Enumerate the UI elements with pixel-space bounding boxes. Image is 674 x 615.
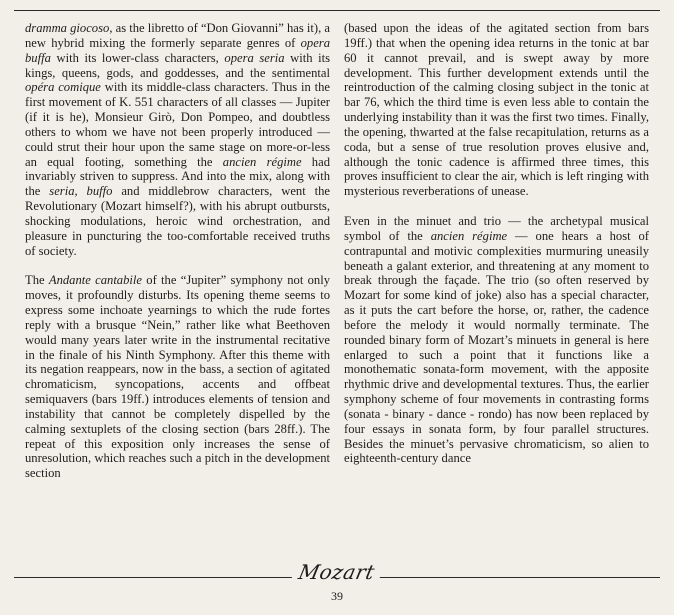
page-number: 39 (331, 589, 343, 603)
italic-text-segment: opera buffa (25, 35, 330, 65)
italic-text-segment: ancien régime (430, 228, 508, 243)
text-segment: and middlebrow characters, went the Revolutionary (Mozart himself?), with his abrupt outbursts, shocking modulations, heroic wind orchestration, and pleasure in puncturing the too-comfortable received truths of society. (25, 184, 330, 258)
mozart-signature: Mozart (291, 560, 384, 584)
italic-text-segment: Andante cantabile (48, 273, 142, 288)
text-segment: with its middle-class characters. Thus in the first movement of K. 551 characters of all classes — Jupiter (if it is he), Monsieur Girò, Don Pompeo, and doubtless others to whom we have not been properly introduced — could strut their hour upon the same stage on more-or-less an equal footing, something the (25, 80, 330, 169)
text-segment: , as the libretto of “Don Giovanni” has it), a new hybrid mixing the formerly separate genres of (25, 21, 330, 50)
text-segment: with its lower-class characters, (50, 50, 225, 65)
right-column (344, 21, 649, 466)
text-segment: — one hears a host of contrapuntal and motivic complexities murmuring uneasily beneath a galant exterior, and threatening at any moment to break through the façade. The trio (so often reserved by Mozart for some kind of joke) also has a special character, as it puts the cart before the horse, or, rather, the cadence before the melody it would normally terminate. The rounded binary form of Mozart’s minuets in general is here enlarged to such a point that it functions like a monothematic sonata-form movement, with the apposite rhythmic drive and developmental textures. Thus, the earlier symphony scheme of four movements in contrasting forms (sonata - binary - dance - rondo) has now been replaced by four essays in sonata form, by four parallel structures. Besides the minuet’s pervasive chromaticism, so alien to eighteenth-century dance (344, 228, 649, 466)
left-column (25, 21, 330, 481)
text-segment: of the “Jupiter” symphony not only moves, it profoundly disturbs. Its opening theme seems to express some inchoate yearnings to which the rude fortes reply with a brusque “Nein,” rather like what Beethoven would many years later write in the instrumental recitative in the finale of his Ninth Symphony. After this theme with its negation reappears, now in the bass, a section of agitated chromaticism, syncopations, accents and offbeat semiquavers (bars 19ff.) introduces elements of tension and instability that cannot be completely dispelled by the calming sextuplets of the closing section (bars 28ff.). The repeat of this exposition only increases the sense of unresolution, which reaches such a pitch in the development section (25, 273, 331, 481)
text-segment: Even in the minuet and trio — the archetypal musical symbol of the (344, 213, 649, 243)
italic-text-segment: opera seria (224, 50, 285, 65)
italic-text-segment: ancien régime (222, 154, 302, 169)
text-segment: (based upon the ideas of the agitated section from bars 19ff.) that when the opening idea returns in the tonic at bar 60 it cannot prevail, and is swept away by more development. This further development extends until the reintroduction of the calming closing subject in the tonic at bar 76, which the third time is even less able to contain the underlying instability than it was the first two times. Finally, the opening, thwarted at the false recapitulation, returns as a coda, but a sense of true resolution proves elusive and, although the tonic cadence is affirmed three times, this proves insufficient to clear the air, which is left ringing with mysterious reverberations of unease. (344, 21, 649, 199)
paragraph (25, 273, 330, 481)
paragraph (344, 214, 649, 466)
paragraph (344, 21, 649, 199)
italic-text-segment: seria, buffo (49, 184, 113, 199)
text-segment: with its kings, queens, gods, and goddesses, and the sentimental (25, 50, 331, 80)
top-rule (14, 10, 660, 11)
paragraph (25, 21, 330, 259)
signature-block (0, 560, 674, 584)
text-segment: had invariably striven to suppress. And into the mix, along with the (25, 154, 330, 199)
text-segment: The (25, 273, 49, 288)
italic-text-segment: dramma giocoso (25, 21, 110, 35)
italic-text-segment: opéra comique (25, 80, 101, 95)
